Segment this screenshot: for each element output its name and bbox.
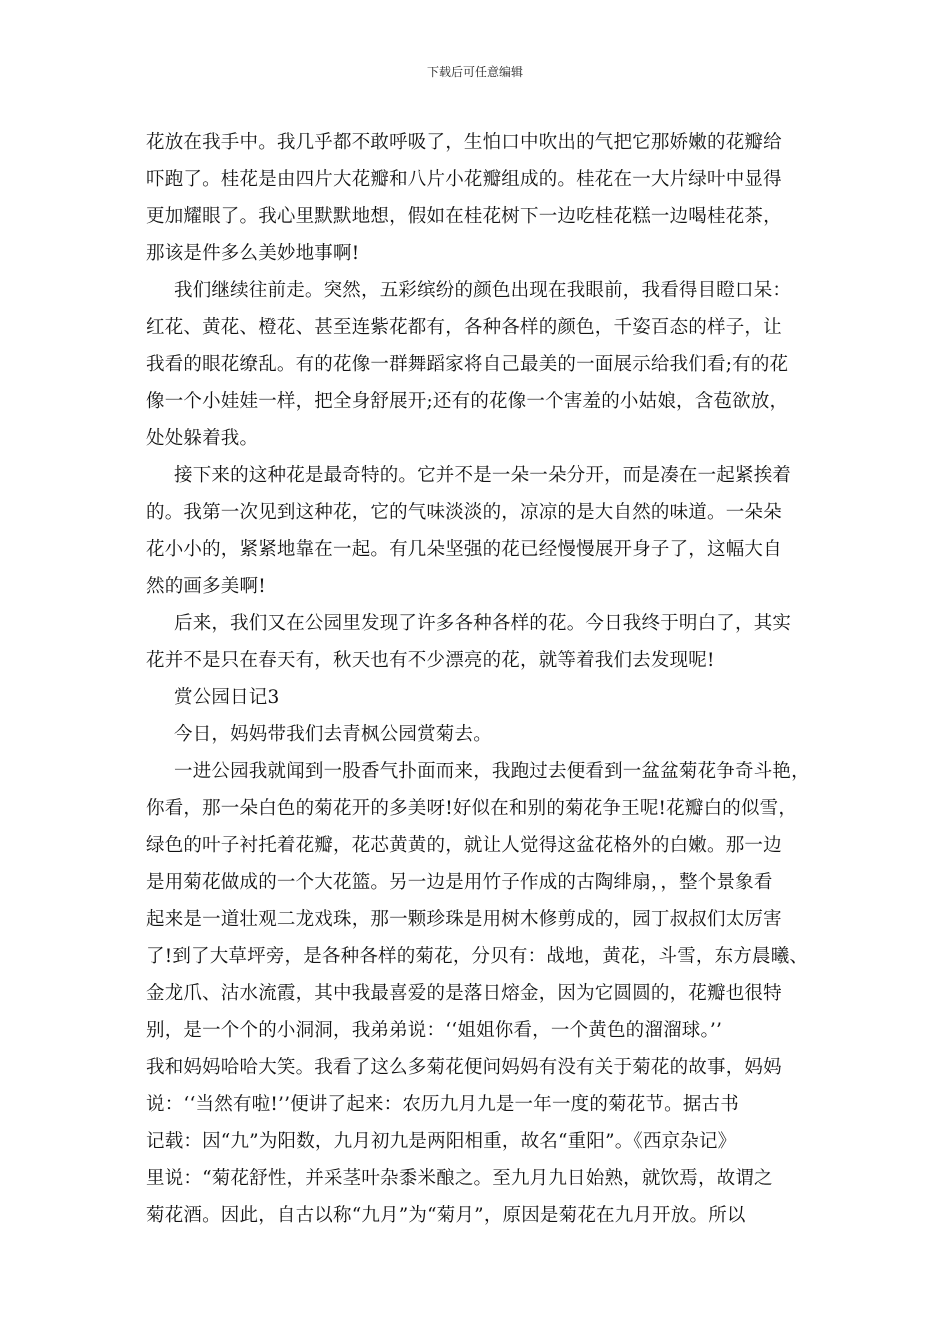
text-line: 菊花酒。因此，自古以称“九月”为“菊月”，原因是菊花在九月开放。所以 (146, 1205, 746, 1226)
text-line: 了!到了大草坪旁，是各种各样的菊花，分贝有：战地，黄花，斗雪，东方晨曦、 (146, 946, 809, 967)
text-line: 记载：因“九”为阳数，九月初九是两阳相重，故名“重阳”。《西京杂记》 (146, 1131, 737, 1152)
paragraph-start-line: 后来，我们又在公园里发现了许多各种各样的花。今日我终于明白了，其实 (174, 613, 792, 634)
section-heading: 赏公园日记3 (174, 687, 280, 708)
text-line: 里说：“菊花舒性，并采茎叶杂黍米酿之。至九月九日始熟，就饮焉，故谓之 (146, 1168, 773, 1189)
text-line: 然的画多美啊! (146, 576, 266, 597)
text-line: 吓跑了。桂花是由四片大花瓣和八片小花瓣组成的。桂花在一大片绿叶中显得 (146, 169, 782, 190)
text-line: 花放在我手中。我几乎都不敢呼吸了，生怕口中吹出的气把它那娇嫩的花瓣给 (146, 132, 782, 153)
paragraph-start-line: 今日，妈妈带我们去青枫公园赏菊去。 (174, 724, 492, 745)
text-line: 花并不是只在春天有，秋天也有不少漂亮的花，就等着我们去发现呢! (146, 650, 715, 671)
text-line: 别，是一个个的小洞洞，我弟弟说：‘‘姐姐你看，一个黄色的溜溜球。’’ (146, 1020, 723, 1041)
text-line: 起来是一道壮观二龙戏珠，那一颗珍珠是用树木修剪成的，园丁叔叔们太厉害 (146, 909, 782, 930)
text-line: 处处躲着我。 (146, 428, 259, 449)
text-line: 更加耀眼了。我心里默默地想，假如在桂花树下一边吃桂花糕一边喝桂花茶， (146, 206, 782, 227)
text-line: 说：‘‘当然有啦!’’便讲了起来：农历九月九是一年一度的菊花节。据古书 (146, 1094, 739, 1115)
text-line: 你看，那一朵白色的菊花开的多美呀!好似在和别的菊花争王呢!花瓣白的似雪， (146, 798, 798, 819)
page-header: 下载后可任意编辑 (426, 65, 523, 79)
text-line: 金龙爪、沽水流霞，其中我最喜爱的是落日熔金，因为它圆圆的，花瓣也很特 (146, 983, 782, 1004)
text-line: 绿色的叶子衬托着花瓣，花芯黄黄的，就让人觉得这盆花格外的白嫩。那一边 (146, 835, 782, 856)
text-line: 花小小的，紧紧地靠在一起。有几朵坚强的花已经慢慢展开身子了，这幅大自 (146, 539, 782, 560)
paragraph-start-line: 接下来的这种花是最奇特的。它并不是一朵一朵分开，而是凑在一起紧挨着 (174, 465, 792, 486)
text-line: 的。我第一次见到这种花，它的气味淡淡的，凉凉的是大自然的味道。一朵朵 (146, 502, 782, 523)
text-line: 像一个小娃娃一样，把全身舒展开;还有的花像一个害羞的小姑娘，含苞欲放， (146, 391, 789, 412)
text-line: 我看的眼花缭乱。有的花像一群舞蹈家将自己最美的一面展示给我们看;有的花 (146, 354, 789, 375)
paragraph-start-line: 我们继续往前走。突然，五彩缤纷的颜色出现在我眼前，我看得目瞪口呆： (174, 280, 792, 301)
text-line: 我和妈妈哈哈大笑。我看了这么多菊花便问妈妈有没有关于菊花的故事，妈妈 (146, 1057, 782, 1078)
text-line: 红花、黄花、橙花、甚至连紫花都有，各种各样的颜色，千姿百态的样子，让 (146, 317, 782, 338)
text-line: 是用菊花做成的一个大花篮。另一边是用竹子作成的古陶绯扇，，整个景象看 (146, 872, 773, 893)
paragraph-start-line: 一进公园我就闻到一股香气扑面而来，我跑过去便看到一盆盆菊花争奇斗艳， (174, 761, 810, 782)
text-line: 那该是件多么美妙地事啊! (146, 243, 360, 264)
document-body (146, 124, 818, 1234)
